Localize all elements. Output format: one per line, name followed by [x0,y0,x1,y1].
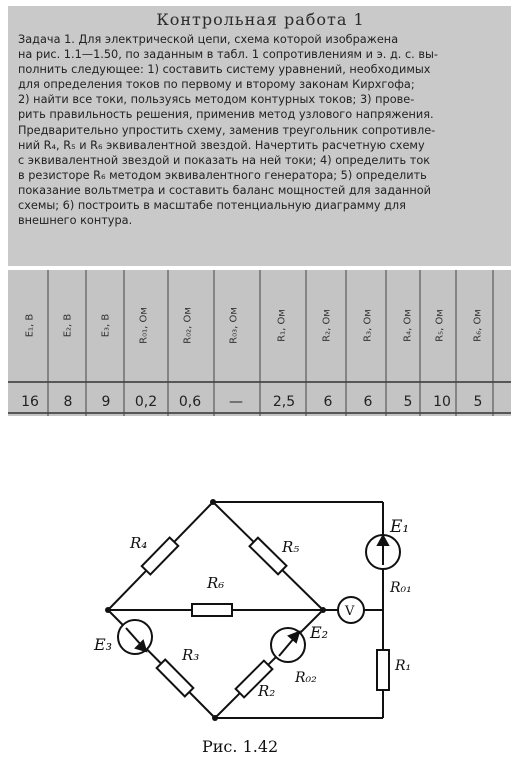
text-line: Задача 1. Для электрической цепи, схема которой изображена [18,33,399,46]
table-header-r4: R₄, Ом [402,309,414,342]
text-line: в резисторе R₆ методом эквивалентного генератора; 5) определить [18,168,427,182]
table-header-r2: R₂, Ом [321,309,333,342]
table-value-r03: — [229,394,243,410]
table-header-r1: R₁, Ом [276,309,288,342]
label-r6: R₆ [207,574,225,592]
text-line: с эквивалентной звездой и показать на ней токи; 4) определить ток [18,153,431,167]
label-r02: R₀₂ [295,670,317,686]
label-r2: R₂ [258,682,276,700]
problem-statement [18,32,503,228]
table-value-r5: 10 [433,394,451,410]
resistor-r1 [377,650,389,690]
table-value-r1: 2,5 [272,394,296,410]
label-e1: E₁ [390,517,410,537]
text-line: на рис. 1.1—1.50, по заданным в табл. 1 сопротивлениям и э. д. с. вы- [18,48,438,62]
table-value-r6: 5 [473,394,483,410]
table-header-r01: R₀₁, Ом [138,307,150,344]
table-value-r3: 6 [363,394,373,410]
resistor-r3 [157,660,194,697]
table-header-r3: R₃, Ом [362,309,374,342]
text-line: показание вольтметра и составить баланс мощностей для заданной [18,183,431,197]
text-line: внешнего контура. [18,214,133,228]
table-header-r02: R₀₂, Ом [182,307,194,344]
label-r4: R₄ [130,534,148,552]
table-header-r6: R₆, Ом [472,309,484,342]
table-value-r4: 5 [403,394,413,410]
label-r3: R₃ [182,646,200,664]
table-value-e2: 8 [63,394,73,410]
table-value-r01: 0,2 [134,394,158,410]
label-r1: R₁ [395,658,412,674]
table-header-r03: R₀₃, Ом [228,307,240,344]
parameters-table-scan [8,270,511,416]
resistor-r6 [192,604,232,616]
node-right [320,607,326,613]
problem-text-scan [8,6,511,266]
table-header-r5: R₅, Ом [434,309,446,342]
table-header-e1: E₁, В [24,313,36,338]
document-title: Контрольная работа 1 [156,10,365,29]
wire-bottom-right [215,610,323,718]
text-line: Предварительно упростить схему, заменив треугольник сопротивле- [18,123,436,137]
node-bottom [212,715,218,721]
label-e2: E₂ [310,623,329,642]
label-r5: R₅ [282,538,300,556]
table-header-e3: E₃, В [100,313,112,338]
text-line: ний R₄, R₅ и R₆ эквивалентной звездой. Начертить расчетную схему [18,138,425,152]
table-header-e2: E₂, В [62,313,74,338]
label-e3: E₃ [94,635,113,654]
figure-caption: Рис. 1.42 [202,737,279,756]
label-r01: R₀₁ [390,580,412,596]
label-voltmeter: V [345,604,355,619]
text-line: полнить следующее: 1) составить систему уравнений, необходимых [18,63,431,77]
text-line: для определения токов по первому и второму законам Кирхгофа; [18,78,415,92]
text-line: рить правильность решения, применив метод узлового напряжения. [18,108,434,122]
resistor-r5 [250,538,287,575]
table-value-r02: 0,6 [178,394,202,410]
table-value-r2: 6 [323,394,333,410]
table-value-e3: 9 [101,394,111,410]
text-line: 2) найти все токи, пользуясь методом контурных токов; 3) прове- [18,93,415,107]
circuit-diagram [90,470,435,770]
node-top [210,499,216,505]
table-value-e1: 16 [21,394,39,410]
node-left [105,607,111,613]
text-line: схемы; 6) построить в масштабе потенциальную диаграмму для [18,199,406,213]
